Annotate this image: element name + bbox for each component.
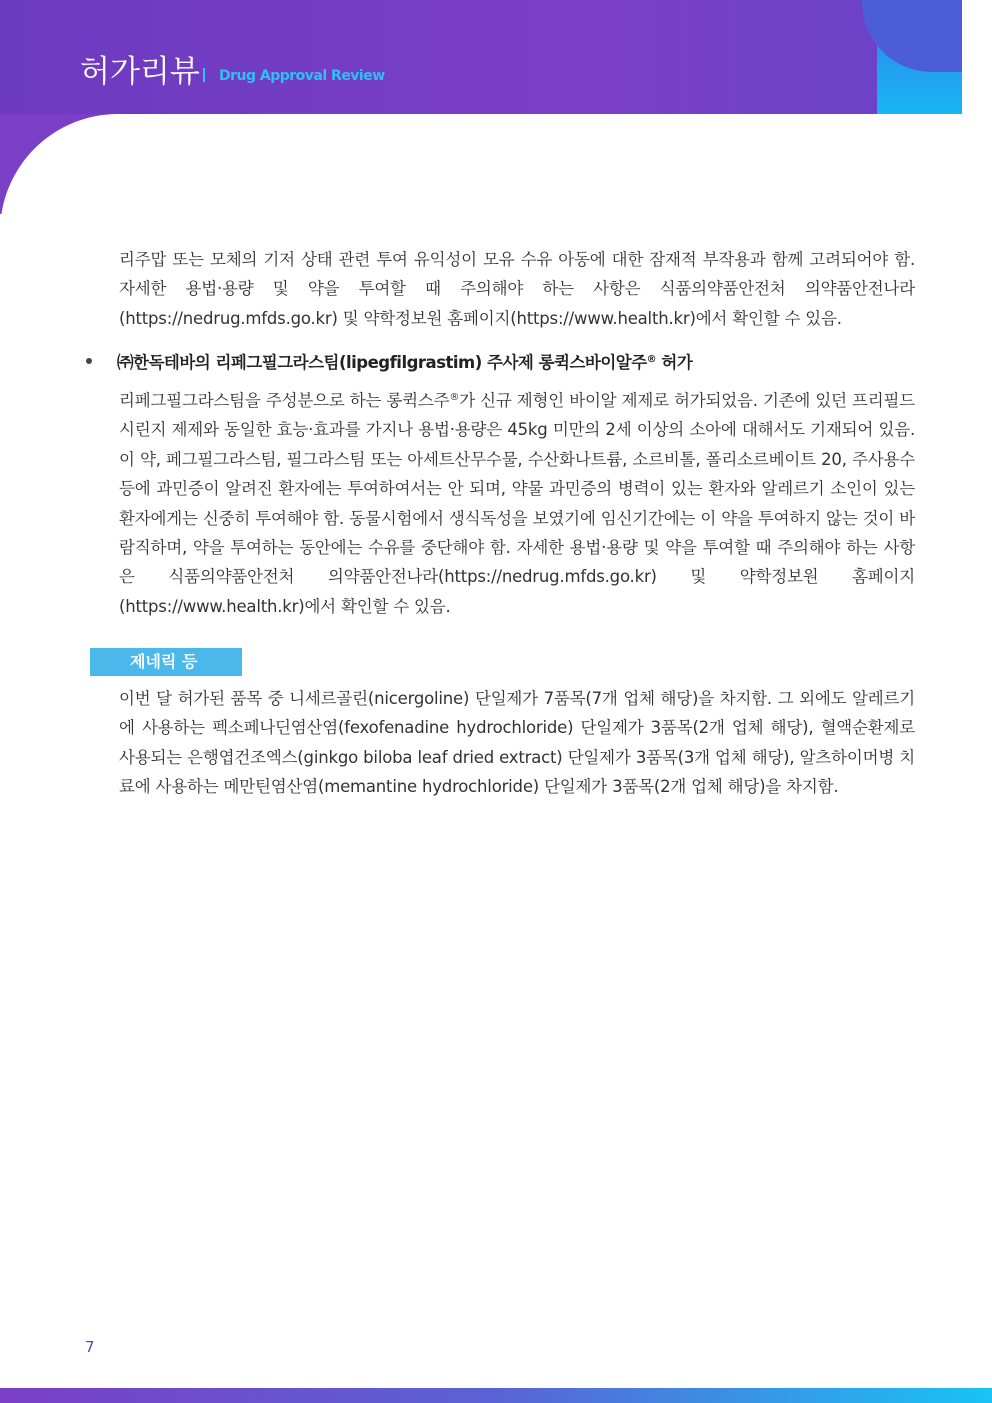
bullet-heading <box>117 349 692 373</box>
bullet-dot <box>86 358 92 364</box>
footer-band <box>0 1388 992 1403</box>
bullet-body-paragraph <box>119 383 915 621</box>
bullet-heading-main: ㈜한독테바의 리페그필그라스팀(lipegfilgrastim) 주사제 롱퀵스바이알주 <box>117 353 647 372</box>
page-number: 7 <box>85 1338 95 1356</box>
section-subtitle: Drug Approval Review <box>219 68 385 84</box>
header-band <box>0 0 962 115</box>
bullet-body-rest: 가 신규 제형인 바이알 제제로 허가되었음. 기존에 있던 프리필드시린지 제제와 동일한 효능·효과를 가지나 용법·용량은 45kg 미만의 2세 이상의 소아에 대해서도 기재되어 있음. 이 약, 페그필그라스팀, 필그라스팀 또는 아세트산무수물, 수산화나트륨, 소르비톨, 폴리소르베이트 20, 주사용수 등에 과민증이 알려진 환자에는 투여하여서는 안 되며, 약물 과민증의 병력이 있는 환자와 알레르기 소인이 있는 환자에게는 신중히 투여해야 함. 동물시험에서 생식독성을 보였기에 임신기간에는 이 약을 투여하지 않는 것이 바람직하며, 약을 투여하는 동안에는 수유를 중단해야 함. 자세한 용법·용량 및 약을 투여할 때 주의해야 하는 사항은 식품의약품안전처 의약품안전나라(https://nedrug.mfds.go.kr) 및 약학정보원 홈페이지(https://www.health.kr)에서 확인할 수 있음. <box>119 391 915 616</box>
generic-paragraph: 이번 달 허가된 품목 중 니세르골린(nicergoline) 단일제가 7품목(7개 업체 해당)을 차지함. 그 외에도 알레르기에 사용하는 펙소페나딘염산염(fexofenadine hydrochloride) 단일제가 3품목(2개 업체 해당), 혈액순환제로 사용되는 은행엽건조엑스(ginkgo biloba leaf dried extract) 단일제가 3품목(3개 업체 해당), 알츠하이머병 치료에 사용하는 메만틴염산염(memantine hydrochloride) 단일제가 3품목(2개 업체 해당)을 차지함. <box>119 689 915 797</box>
bullet-heading-tail: 허가 <box>656 353 693 372</box>
section-title: 허가리뷰 <box>80 54 200 90</box>
registered-mark: ® <box>646 354 657 365</box>
registered-mark: ® <box>449 392 460 403</box>
generic-section-tag: 제네릭 등 <box>90 648 242 676</box>
title-separator <box>203 68 205 82</box>
intro-paragraph: 리주맙 또는 모체의 기저 상태 관련 투여 유익성이 모유 수유 아동에 대한 잠재적 부작용과 함께 고려되어야 함. 자세한 용법·용량 및 약을 투여할 때 주의해야 하는 사항은 식품의약품안전처 의약품안전나라(https://nedrug.mfds.go.kr) 및 약학정보원 홈페이지(https://www.health.kr)에서 확인할 수 있음. <box>119 250 915 328</box>
bullet-body-start: 리페그필그라스팀을 주성분으로 하는 롱퀵스주 <box>119 391 450 410</box>
